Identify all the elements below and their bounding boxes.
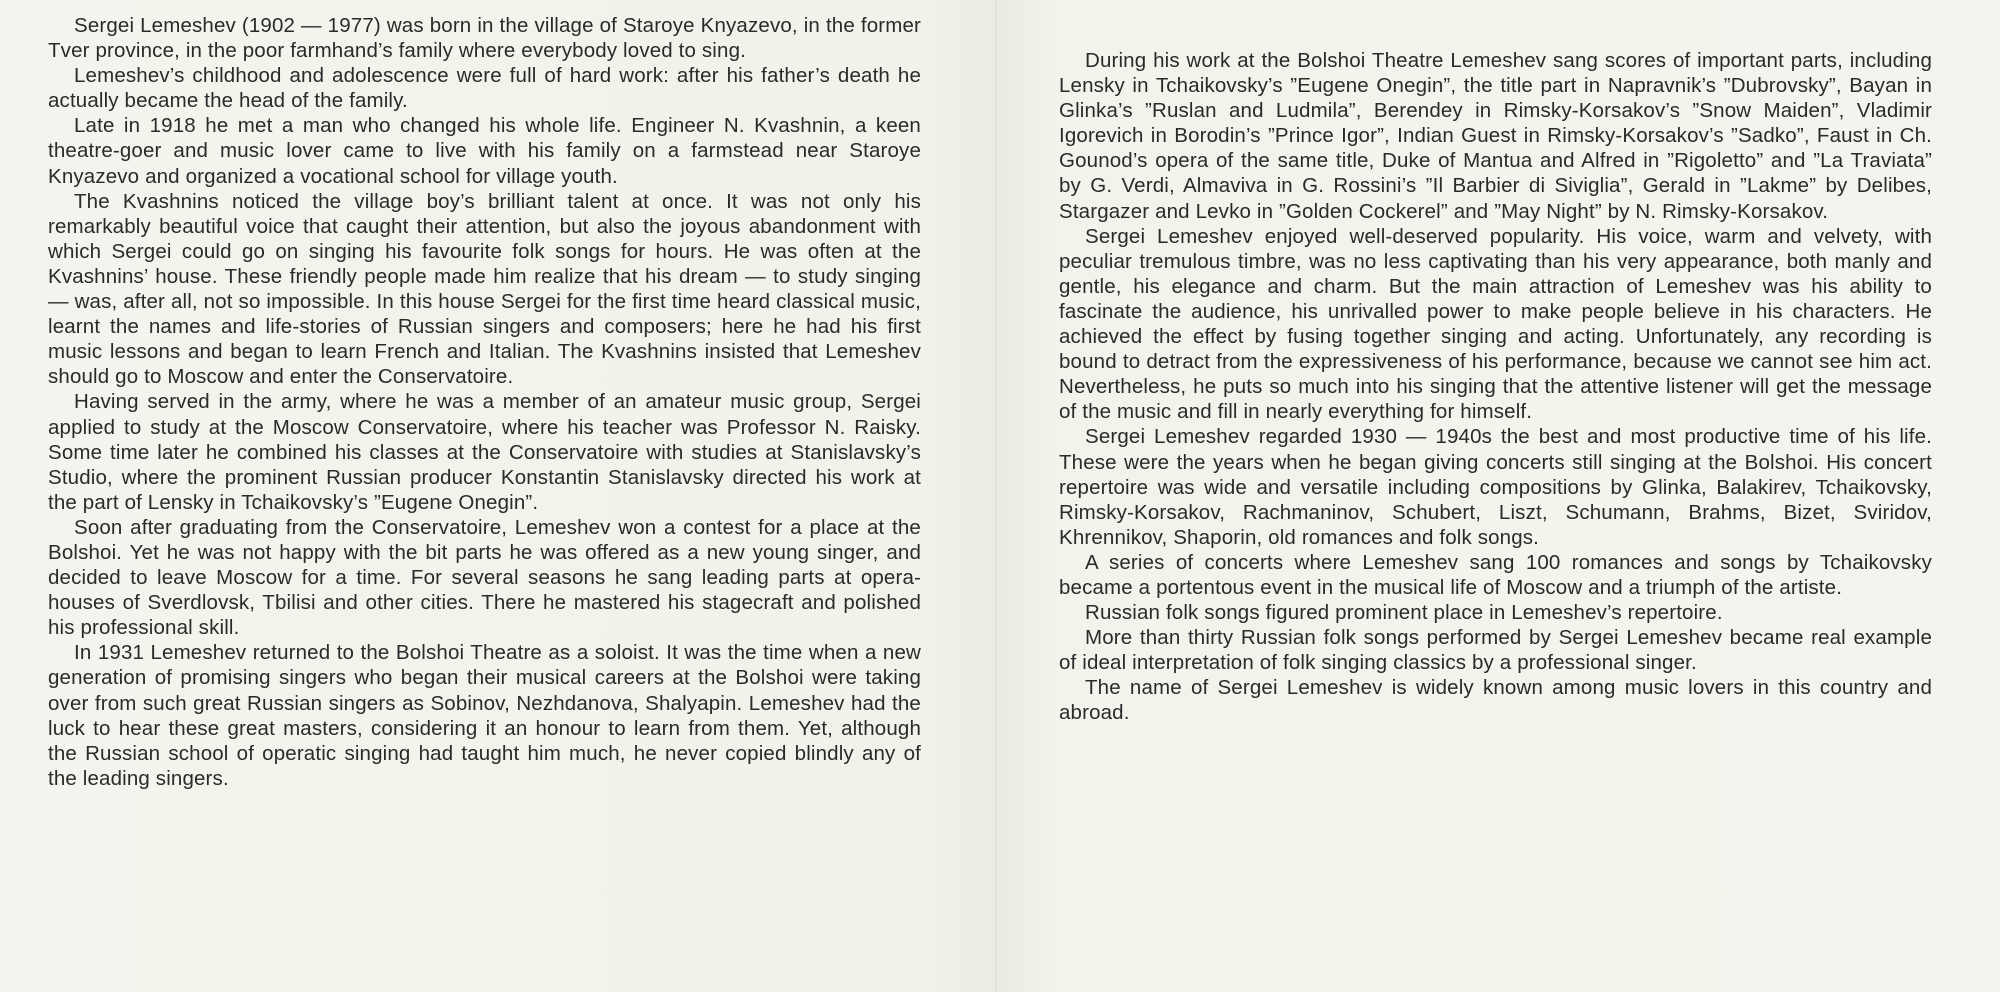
paragraph: More than thirty Russian folk songs performed by Sergei Lemeshev became real example of ideal interpretation of folk singing classics by a professional singer.: [1059, 626, 1932, 675]
paragraph: Russian folk songs figured prominent place in Lemeshev’s repertoire.: [1085, 601, 1723, 625]
right-text-column: [1059, 48, 1932, 726]
left-page: [0, 0, 996, 992]
paragraph: The Kvashnins noticed the village boy’s brilliant talent at once. It was not only his remarkably beautiful voice that caught their attention, but also the joyous abandonment with which Sergei could go on singing his favourite folk songs for hours. He was often at the Kvashnins’ house. These friendly people made him realize that his dream — to study singing — was, after all, not so impossible. In this house Sergei for the first time heard classical music, learnt the names and life-stories of Russian singers and composers; here he had his first music lessons and began to learn French and Italian. The Kvashnins insisted that Lemeshev should go to Moscow and enter the Conservatoire.: [48, 189, 921, 389]
paragraph: A series of concerts where Lemeshev sang 100 romances and songs by Tchaikovsky became a portentous event in the musical life of Moscow and a triumph of the artiste.: [1059, 550, 1932, 599]
paragraph: Sergei Lemeshev (1902 — 1977) was born in the village of Staroye Knyazevo, in the former Tver province, in the poor farmhand’s family where everybody loved to sing.: [48, 14, 921, 63]
paragraph: Soon after graduating from the Conservatoire, Lemeshev won a contest for a place at the Bolshoi. Yet he was not happy with the bit parts he was offered as a new young singer, and decided to leave Moscow for a time. For several seasons he sang leading parts at opera-houses of Sverdlovsk, Tbilisi and other cities. There he mastered his stagecraft and polished his professional skill.: [48, 515, 921, 640]
left-text-column: [48, 13, 921, 791]
page-fold-divider: [995, 0, 997, 992]
paragraph: Sergei Lemeshev regarded 1930 — 1940s the best and most productive time of his life. These were the years when he began giving concerts still singing at the Bolshoi. His concert repertoire was wide and versatile including compositions by Glinka, Balakirev, Tchaikovsky, Rimsky-Korsakov, Rachmaninov, Schubert, Liszt, Schumann, Brahms, Bizet, Sviridov, Khrennikov, Shaporin, old romances and folk songs.: [1059, 425, 1932, 549]
paragraph: Late in 1918 he met a man who changed his whole life. Engineer N. Kvashnin, a keen theatre-goer and music lover came to live with his family on a farmstead near Staroye Knyazevo and organized a vocational school for village youth.: [48, 114, 921, 188]
paragraph: Having served in the army, where he was a member of an amateur music group, Sergei applied to study at the Moscow Conservatoire, where his teacher was Professor N. Raisky. Some time later he combined his classes at the Conservatoire with studies at Stanislavsky’s Studio, where the prominent Russian producer Konstantin Stanislavsky directed his work at the part of Lensky in Tchaikovsky’s ”Eugene Onegin”.: [48, 390, 921, 514]
paragraph: In 1931 Lemeshev returned to the Bolshoi Theatre as a soloist. It was the time when a new generation of promising singers who began their musical careers at the Bolshoi were taking over from such great Russian singers as Sobinov, Nezhdanova, Shalyapin. Lemeshev had the luck to hear these great masters, considering it an honour to learn from them. Yet, although the Russian school of operatic singing had taught him much, he never copied blindly any of the leading singers.: [48, 641, 921, 790]
paragraph: Sergei Lemeshev enjoyed well-deserved popularity. His voice, warm and velvety, with peculiar tremulous timbre, was no less captivating than his very appearance, both manly and gentle, his elegance and charm. But the main attraction of Lemeshev was his ability to fascinate the audience, his unrivalled power to make people believe in his characters. He achieved the effect by fusing together singing and acting. Unfortunately, any recording is bound to detract from the expressiveness of his performance, because we cannot see him act. Nevertheless, he puts so much into his singing that the attentive listener will get the message of the music and fill in nearly everything for himself.: [1059, 224, 1932, 424]
paragraph: Lemeshev’s childhood and adolescence were full of hard work: after his father’s death he actually became the head of the family.: [48, 64, 921, 113]
paragraph: During his work at the Bolshoi Theatre Lemeshev sang scores of important parts, including Lensky in Tchaikovsky’s ”Eugene Onegin”, the title part in Napravnik’s ”Dubrovsky”, Bayan in Glinka’s ”Ruslan and Ludmila”, Berendey in Rimsky-Korsakov’s ”Snow Maiden”, Vladimir Igorevich in Borodin’s ”Prince Igor”, Indian Guest in Rimsky-Korsakov’s ”Sadko”, Faust in Ch. Gounod’s opera of the same title, Duke of Mantua and Alfred in ”Rigoletto” and ”La Traviata” by G. Verdi, Almaviva in G. Rossini’s ”Il Barbier di Siviglia”, Gerald in ”Lakme” by Delibes, Stargazer and Levko in ”Golden Cockerel” and ”May Night” by N. Rimsky-Korsakov.: [1059, 49, 1932, 223]
paragraph: The name of Sergei Lemeshev is widely known among music lovers in this country and abroad.: [1059, 676, 1932, 725]
